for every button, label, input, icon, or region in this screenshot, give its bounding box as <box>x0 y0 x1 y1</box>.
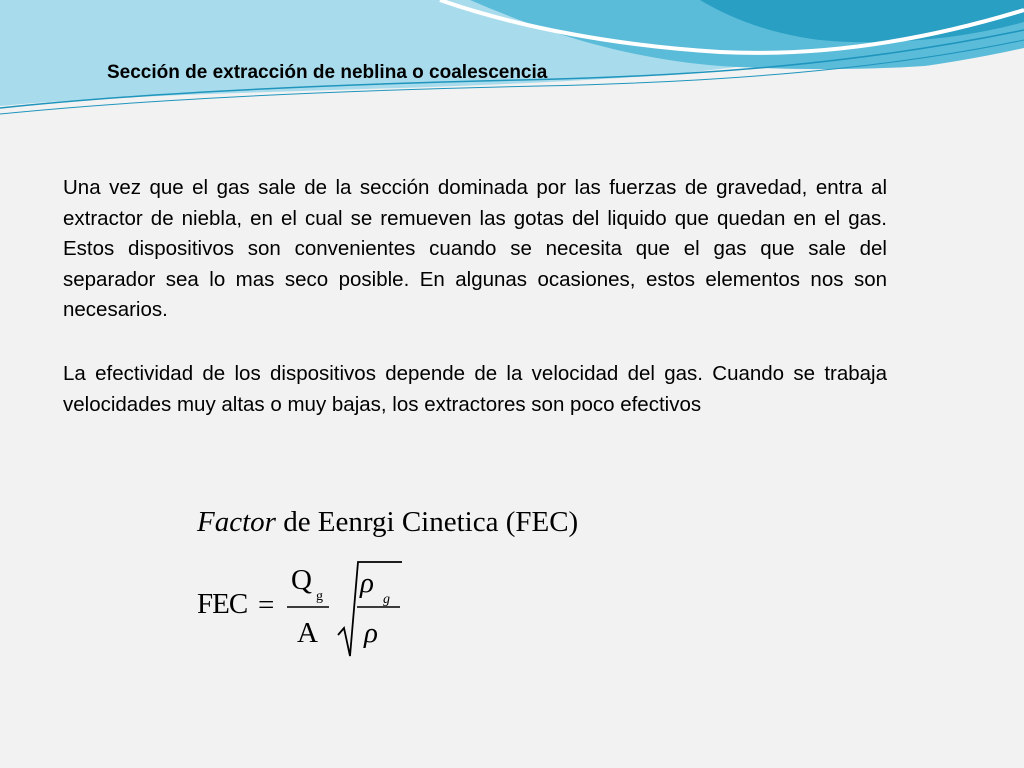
fraction-numerator: Q <box>291 564 312 596</box>
root-numerator: ρ <box>360 567 374 599</box>
paragraph-effectiveness: La efectividad de los dispositivos depende de la velocidad del gas. Cuando se trabaja velocidades muy altas o muy bajas, los extractores son poco efectivos <box>63 362 887 416</box>
formula-title <box>197 506 578 539</box>
formula-title-rest: de Eenrgi Cinetica (FEC) <box>283 506 579 538</box>
formula-title-italic: Factor <box>197 506 276 538</box>
fraction-denominator: A <box>297 617 318 649</box>
paragraph-gravity-section: Una vez que el gas sale de la sección dominada por las fuerzas de gravedad, entra al extractor de niebla, en el cual se remueven las gotas del liquido que quedan en el gas. Estos dispositivos son convenientes cuando se necesita que el gas que sale del separador sea lo mas seco posible. En algunas ocasiones, estos elementos nos son necesarios. <box>63 176 887 321</box>
root-numerator-subscript: g <box>383 592 390 607</box>
root-denominator: ρ <box>364 617 378 649</box>
equation-equals-sign: = <box>258 589 275 621</box>
equation-lhs: FEC <box>197 588 248 620</box>
slide-heading: Sección de extracción de neblina o coalescencia <box>107 62 548 83</box>
fraction-numerator-subscript: g <box>316 589 323 604</box>
